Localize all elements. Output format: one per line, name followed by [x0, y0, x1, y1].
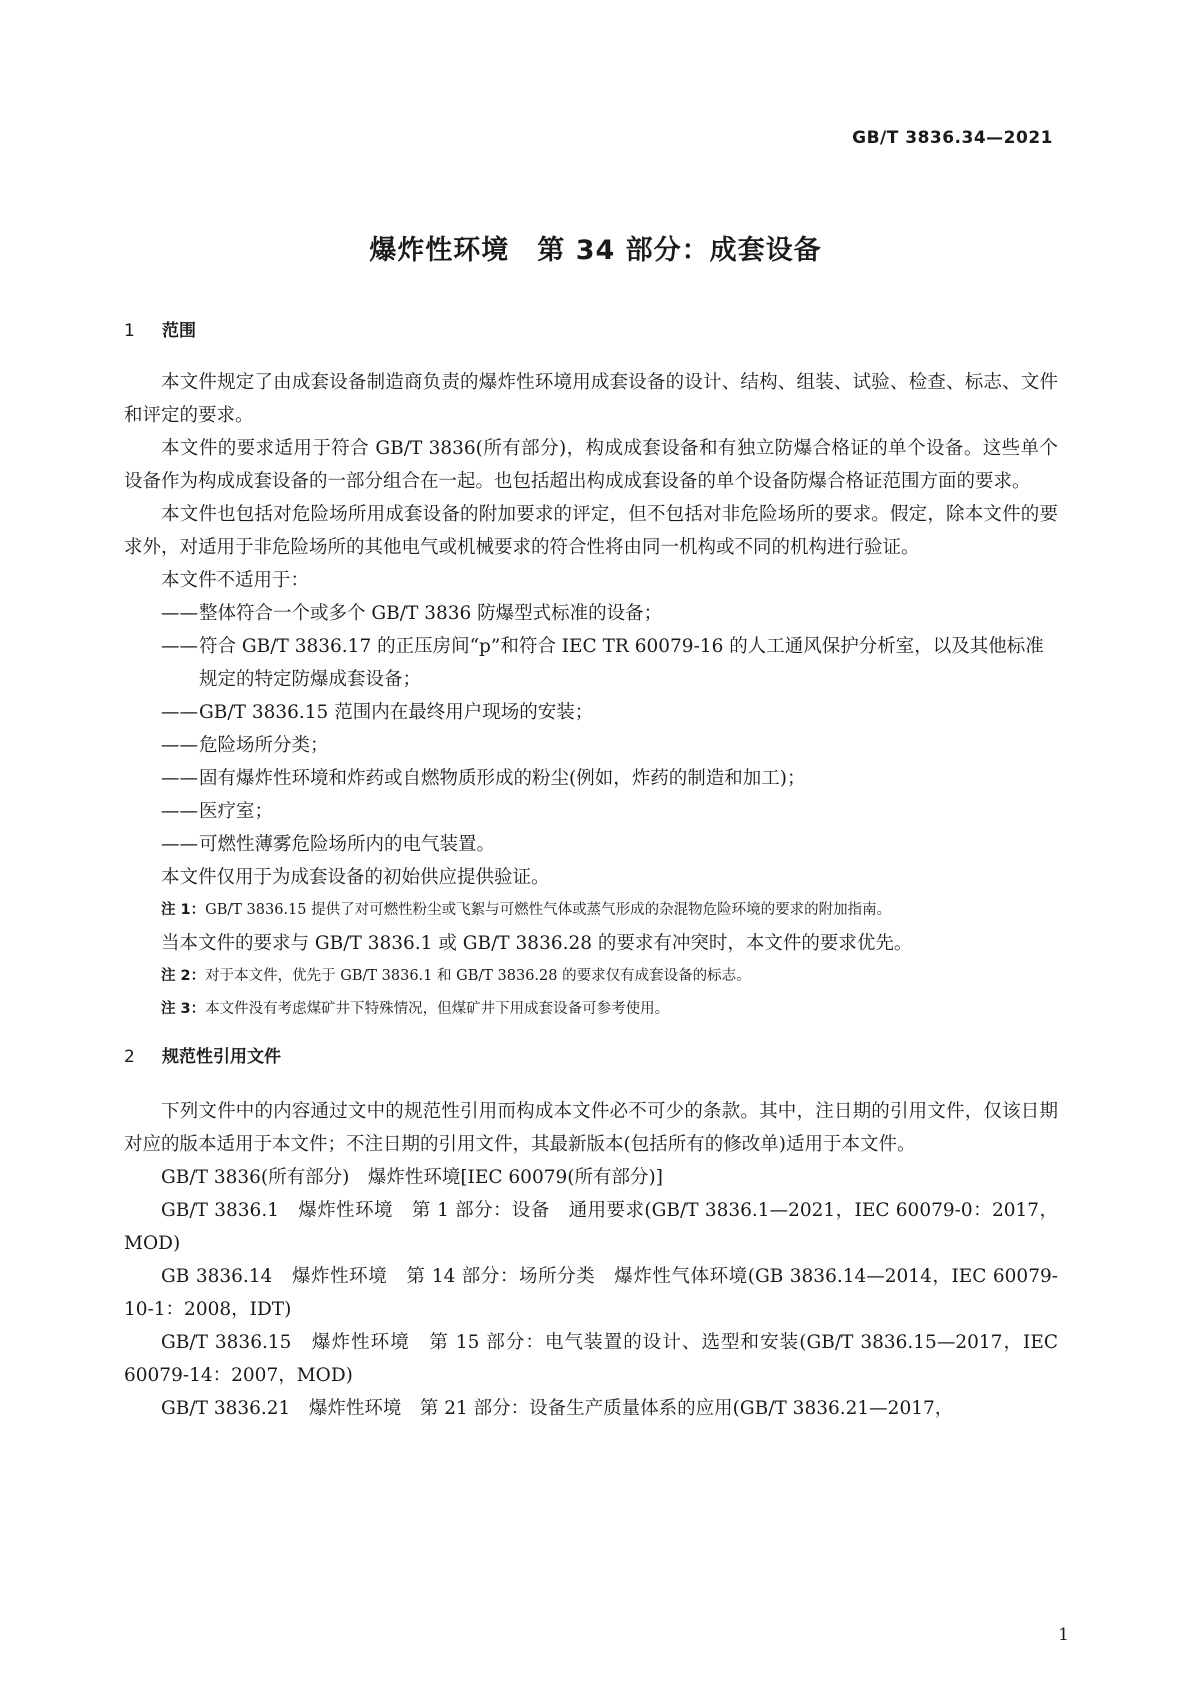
- dash-mark: ——: [161, 801, 198, 822]
- dash-mark: ——: [161, 636, 198, 657]
- note-text: GB/T 3836.15 提供了对可燃性粉尘或飞絮与可燃性气体或蒸气形成的杂混物危险环境的要求的附加指南。: [205, 902, 892, 918]
- note: [124, 993, 1058, 1026]
- paragraph: 本文件规定了由成套设备制造商负责的爆炸性环境用成套设备的设计、结构、组装、试验、检查、标志、文件和评定的要求。: [124, 372, 1058, 426]
- note-text: 对于本文件，优先于 GB/T 3836.1 和 GB/T 3836.28 的要求仅有成套设备的标志。: [205, 968, 751, 984]
- dash-mark: ——: [161, 735, 198, 756]
- list-item-text: 危险场所分类；: [199, 735, 329, 756]
- standard-number: GB/T 3836.34—2021: [852, 128, 1053, 148]
- list-item: [124, 597, 1058, 630]
- note-label: 注 3：: [161, 1001, 206, 1017]
- list-item: [124, 696, 1058, 729]
- list-item-text: GB/T 3836.15 范围内在最终用户现场的安装；: [199, 702, 594, 723]
- paragraph: 本文件的要求适用于符合 GB/T 3836(所有部分)，构成成套设备和有独立防爆合格证的单个设备。这些单个设备作为构成成套设备的一部分组合在一起。也包括超出构成成套设备的单个设备防爆合格证范围方面的要求。: [124, 438, 1058, 492]
- section-title: 规范性引用文件: [162, 1047, 281, 1067]
- list-item-text: 符合 GB/T 3836.17 的正压房间“p”和符合 IEC TR 60079-16 的人工通风保护分析室，以及其他标准规定的特定防爆成套设备；: [199, 636, 1044, 690]
- document-title: 爆炸性环境 第 34 部分：成套设备: [369, 235, 822, 266]
- dash-mark: ——: [161, 702, 198, 723]
- list-item: [124, 795, 1058, 828]
- list-item: [124, 762, 1058, 795]
- section-title: 范围: [162, 321, 196, 341]
- reference-item: GB 3836.14 爆炸性环境 第 14 部分：场所分类 爆炸性气体环境(GB 3836.14—2014，IEC 60079-10-1：2008，IDT): [124, 1266, 1058, 1320]
- section-number: 2: [124, 1047, 135, 1067]
- reference-item: GB/T 3836.1 爆炸性环境 第 1 部分：设备 通用要求(GB/T 3836.1—2021，IEC 60079-0：2017，MOD): [124, 1200, 1058, 1254]
- note: [124, 960, 1058, 993]
- paragraph: 本文件也包括对危险场所用成套设备的附加要求的评定，但不包括对非危险场所的要求。假定，除本文件的要求外，对适用于非危险场所的其他电气或机械要求的符合性将由同一机构或不同的机构进行验证。: [124, 504, 1058, 558]
- list-item-text: 医疗室；: [199, 801, 274, 822]
- paragraph: 下列文件中的内容通过文中的规范性引用而构成本文件必不可少的条款。其中，注日期的引用文件，仅该日期对应的版本适用于本文件；不注日期的引用文件，其最新版本(包括所有的修改单)适用于本文件。: [124, 1101, 1058, 1155]
- page-number: 1: [1058, 1625, 1069, 1645]
- note-label: 注 1：: [161, 902, 206, 918]
- list-item: [124, 729, 1058, 762]
- reference-item: GB/T 3836.15 爆炸性环境 第 15 部分：电气装置的设计、选型和安装(GB/T 3836.15—2017，IEC 60079-14：2007，MOD): [124, 1332, 1058, 1386]
- note-text: 本文件没有考虑煤矿井下特殊情况，但煤矿井下用成套设备可参考使用。: [205, 1001, 670, 1017]
- paragraph: 本文件仅用于为成套设备的初始供应提供验证。: [161, 867, 550, 888]
- list-item: [124, 828, 1058, 861]
- section-2-heading: [124, 1042, 281, 1067]
- dash-mark: ——: [161, 834, 198, 855]
- dash-mark: ——: [161, 603, 198, 624]
- section-2-body: [124, 1095, 1058, 1425]
- note: [124, 894, 1058, 927]
- reference-item: GB/T 3836(所有部分) 爆炸性环境[IEC 60079(所有部分)]: [161, 1167, 663, 1188]
- reference-item: GB/T 3836.21 爆炸性环境 第 21 部分：设备生产质量体系的应用(GB/T 3836.21—2017，: [161, 1398, 954, 1419]
- list-item: [124, 630, 1058, 696]
- note-label: 注 2：: [161, 968, 206, 984]
- section-1-body: [124, 366, 1058, 1026]
- list-item-text: 可燃性薄雾危险场所内的电气装置。: [199, 834, 496, 855]
- list-item-text: 固有爆炸性环境和炸药或自燃物质形成的粉尘(例如，炸药的制造和加工)；: [199, 768, 806, 789]
- dash-mark: ——: [161, 768, 198, 789]
- section-number: 1: [124, 321, 135, 341]
- list-item-text: 整体符合一个或多个 GB/T 3836 防爆型式标准的设备；: [199, 603, 663, 624]
- section-1-heading: [124, 316, 196, 341]
- paragraph: 本文件不适用于：: [161, 570, 310, 591]
- paragraph: 当本文件的要求与 GB/T 3836.1 或 GB/T 3836.28 的要求有冲突时，本文件的要求优先。: [161, 933, 913, 954]
